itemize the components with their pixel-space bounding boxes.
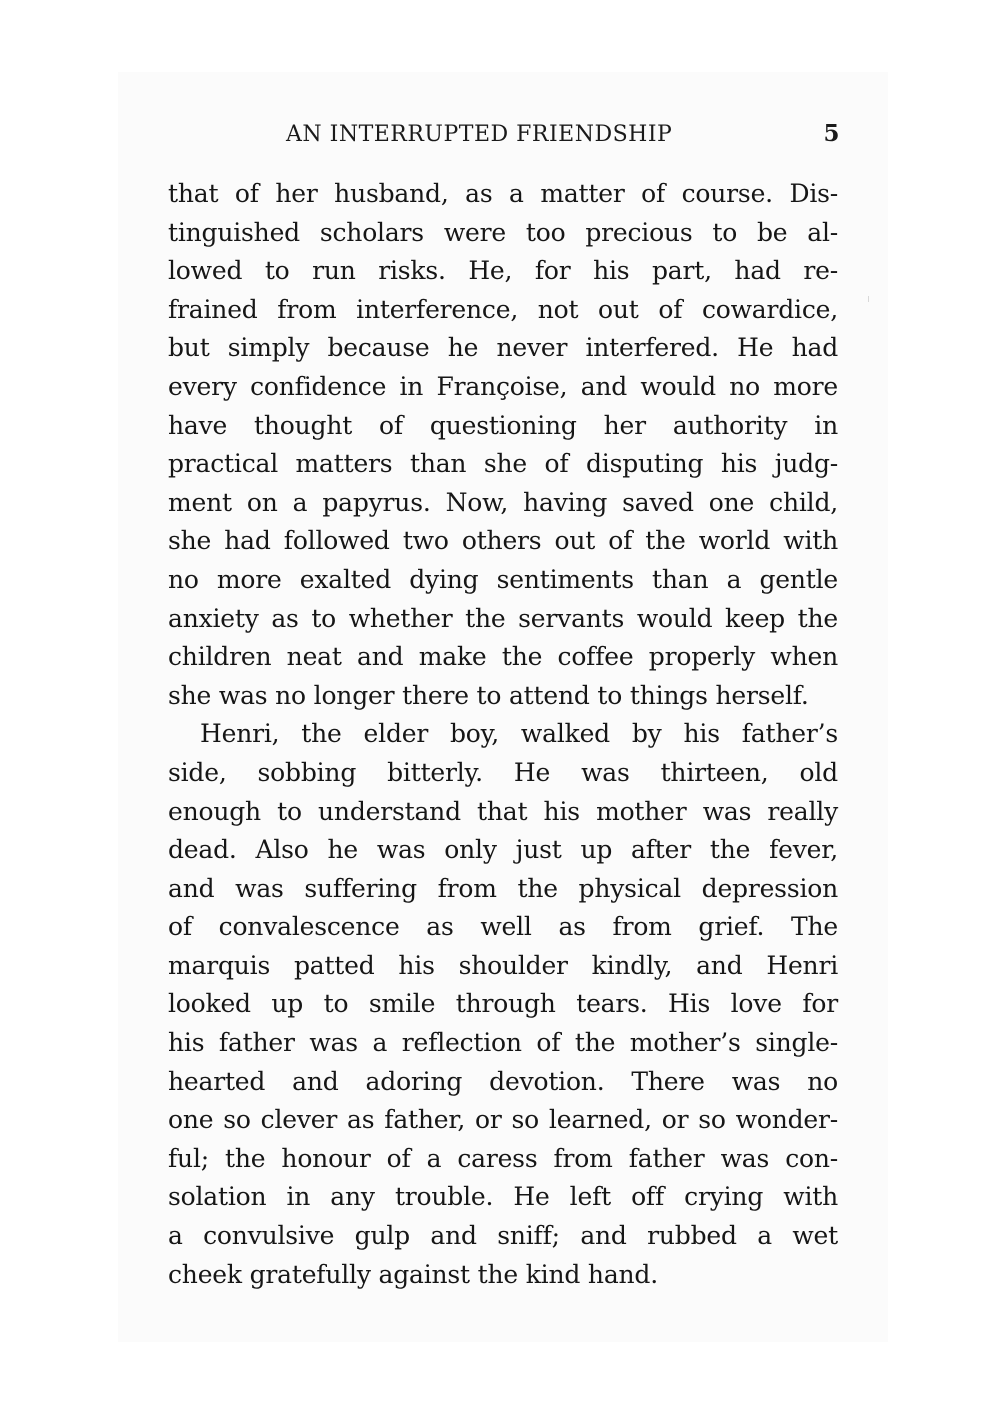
text-line: children neat and make the coffee properly when <box>168 642 838 672</box>
text-line: enough to understand that his mother was really <box>168 796 838 826</box>
margin-speck <box>868 296 869 302</box>
text-line: solation in any trouble. He left off crying with <box>168 1182 838 1212</box>
running-header <box>168 118 840 152</box>
body-text <box>168 175 838 1294</box>
text-line: hearted and adoring devotion. There was no <box>168 1066 838 1096</box>
text-line: every confidence in Françoise, and would no more <box>168 371 838 401</box>
running-title: AN INTERRUPTED FRIENDSHIP <box>286 122 673 147</box>
text-line: she had followed two others out of the world with <box>168 526 838 556</box>
text-line: marquis patted his shoulder kindly, and Henri <box>168 950 838 980</box>
text-line: his father was a reflection of the mother’s single- <box>168 1028 838 1058</box>
text-line: that of her husband, as a matter of course. Dis- <box>168 179 838 208</box>
text-line: ment on a papyrus. Now, having saved one child, <box>168 487 838 517</box>
text-line: frained from interference, not out of cowardice, <box>168 294 838 324</box>
text-line: anxiety as to whether the servants would keep the <box>168 603 838 633</box>
text-line: of convalescence as well as from grief. The <box>168 912 838 942</box>
text-line: looked up to smile through tears. His love for <box>168 989 838 1019</box>
text-line: she was no longer there to attend to things herself. <box>168 680 809 710</box>
text-line: dead. Also he was only just up after the fever, <box>168 835 838 865</box>
page-number: 5 <box>823 120 840 147</box>
text-line: no more exalted dying sentiments than a gentle <box>168 564 838 594</box>
text-line: Henri, the elder boy, walked by his father’s <box>200 719 838 749</box>
text-line: but simply because he never interfered. He had <box>168 333 838 363</box>
text-line: one so clever as father, or so learned, or so wonder- <box>168 1105 838 1135</box>
text-line: lowed to run risks. He, for his part, had re- <box>168 256 838 286</box>
text-line: a convulsive gulp and sniff; and rubbed a wet <box>168 1221 838 1251</box>
text-line: have thought of questioning her authority in <box>168 410 838 440</box>
text-line: ful; the honour of a caress from father was con- <box>168 1143 838 1173</box>
text-line: and was suffering from the physical depression <box>168 873 838 903</box>
text-line: practical matters than she of disputing his judg- <box>168 449 838 479</box>
text-line: cheek gratefully against the kind hand. <box>168 1259 658 1289</box>
text-line: side, sobbing bitterly. He was thirteen, old <box>168 757 838 787</box>
text-line: tinguished scholars were too precious to be al- <box>168 217 838 247</box>
